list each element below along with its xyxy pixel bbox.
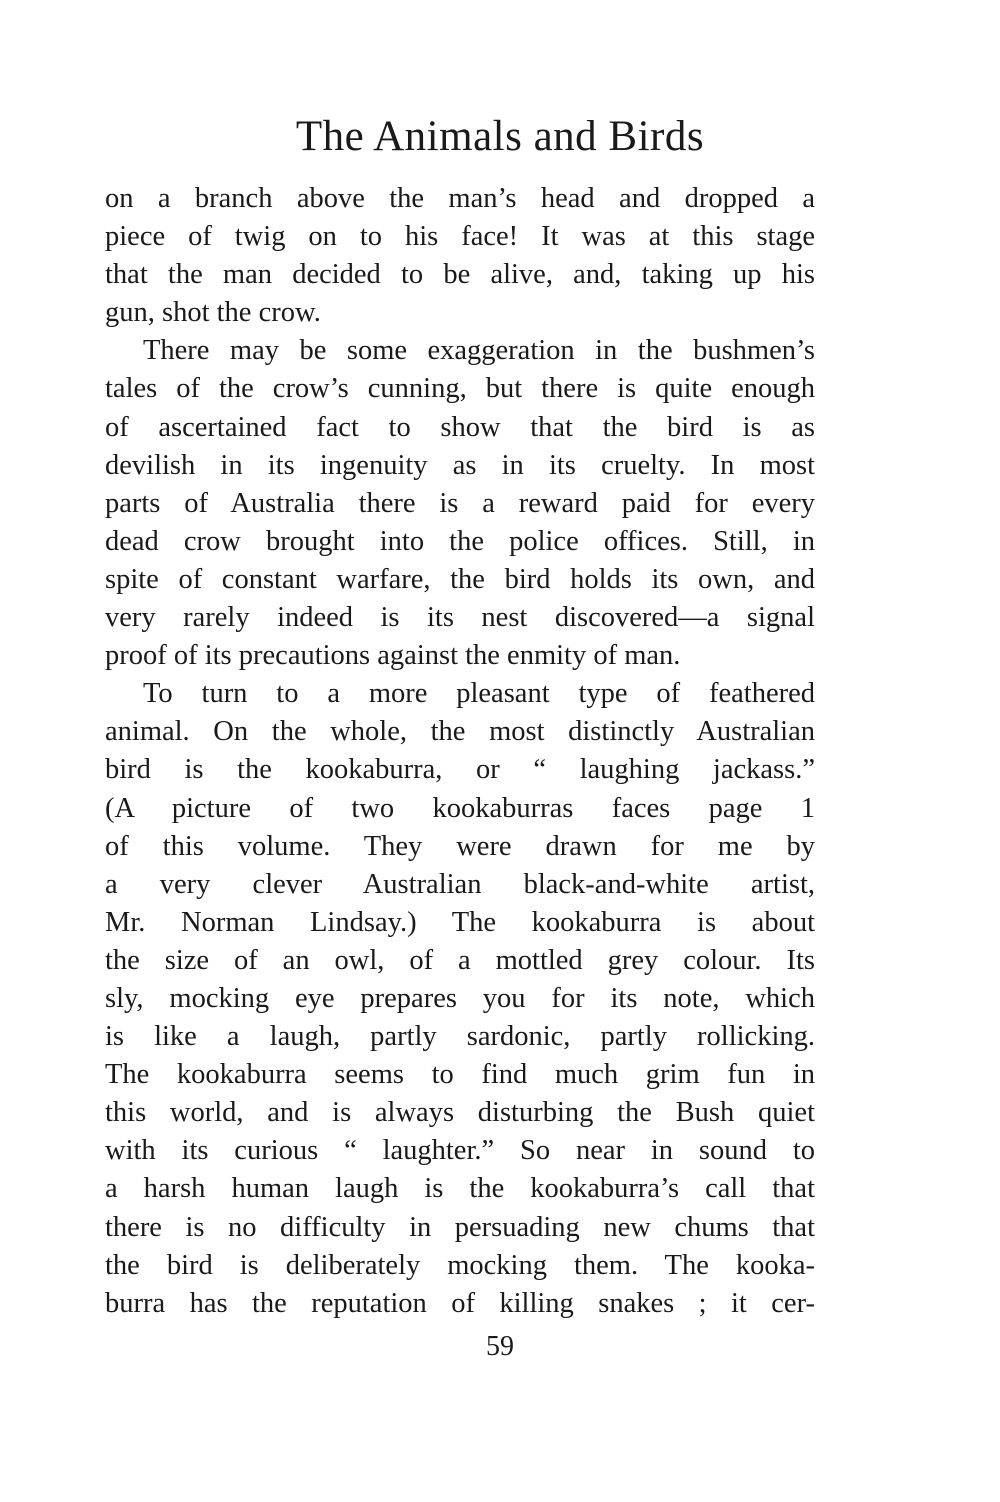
- text-line: a harsh human laugh is the kookaburra’s call that: [105, 1173, 815, 1205]
- page-number: 59: [486, 1331, 514, 1362]
- text-line: dead crow brought into the police offices. Still, in: [105, 525, 815, 557]
- text-line: sly, mocking eye prepares you for its note, which: [105, 982, 815, 1014]
- text-line: the size of an owl, of a mottled grey colour. Its: [105, 944, 815, 976]
- paragraph: [105, 675, 815, 1323]
- text-line: is like a laugh, partly sardonic, partly rollicking.: [105, 1021, 815, 1053]
- text-line: spite of constant warfare, the bird holds its own, and: [105, 563, 815, 595]
- text-line: bird is the kookaburra, or “ laughing jackass.”: [105, 754, 815, 786]
- text-line: devilish in its ingenuity as in its cruelty. In most: [105, 449, 815, 481]
- text-line: To turn to a more pleasant type of feathered: [143, 678, 815, 710]
- text-line: very rarely indeed is its nest discovered—a signal: [105, 602, 815, 634]
- text-line: the bird is deliberately mocking them. The kooka-: [105, 1249, 815, 1281]
- text-line: this world, and is always disturbing the Bush quiet: [105, 1097, 815, 1129]
- text-line: parts of Australia there is a reward paid for every: [105, 487, 815, 519]
- paragraph: [105, 332, 815, 675]
- body-text: [105, 180, 815, 1323]
- text-line: a very clever Australian black-and-white artist,: [105, 868, 815, 900]
- text-line: There may be some exaggeration in the bushmen’s: [143, 335, 815, 367]
- paragraph: [105, 180, 815, 332]
- text-line: (A picture of two kookaburras faces page 1: [105, 792, 815, 824]
- text-line: of this volume. They were drawn for me by: [105, 830, 815, 862]
- text-line: gun, shot the crow.: [105, 297, 321, 329]
- text-line: The kookaburra seems to find much grim fun in: [105, 1059, 815, 1091]
- text-line: proof of its precautions against the enmity of man.: [105, 640, 681, 672]
- running-title: The Animals and Birds: [295, 113, 705, 160]
- text-line: there is no difficulty in persuading new chums that: [105, 1211, 815, 1243]
- text-line: tales of the crow’s cunning, but there is quite enough: [105, 373, 815, 405]
- text-line: animal. On the whole, the most distinctly Australian: [105, 716, 815, 748]
- text-line: with its curious “ laughter.” So near in sound to: [105, 1135, 815, 1167]
- text-line: burra has the reputation of killing snakes ; it cer-: [105, 1287, 815, 1319]
- text-line: of ascertained fact to show that the bird is as: [105, 411, 815, 443]
- text-line: Mr. Norman Lindsay.) The kookaburra is about: [105, 906, 815, 938]
- text-line: piece of twig on to his face! It was at this stage: [105, 221, 815, 253]
- text-line: that the man decided to be alive, and, taking up his: [105, 259, 815, 291]
- text-line: on a branch above the man’s head and dropped a: [105, 183, 815, 214]
